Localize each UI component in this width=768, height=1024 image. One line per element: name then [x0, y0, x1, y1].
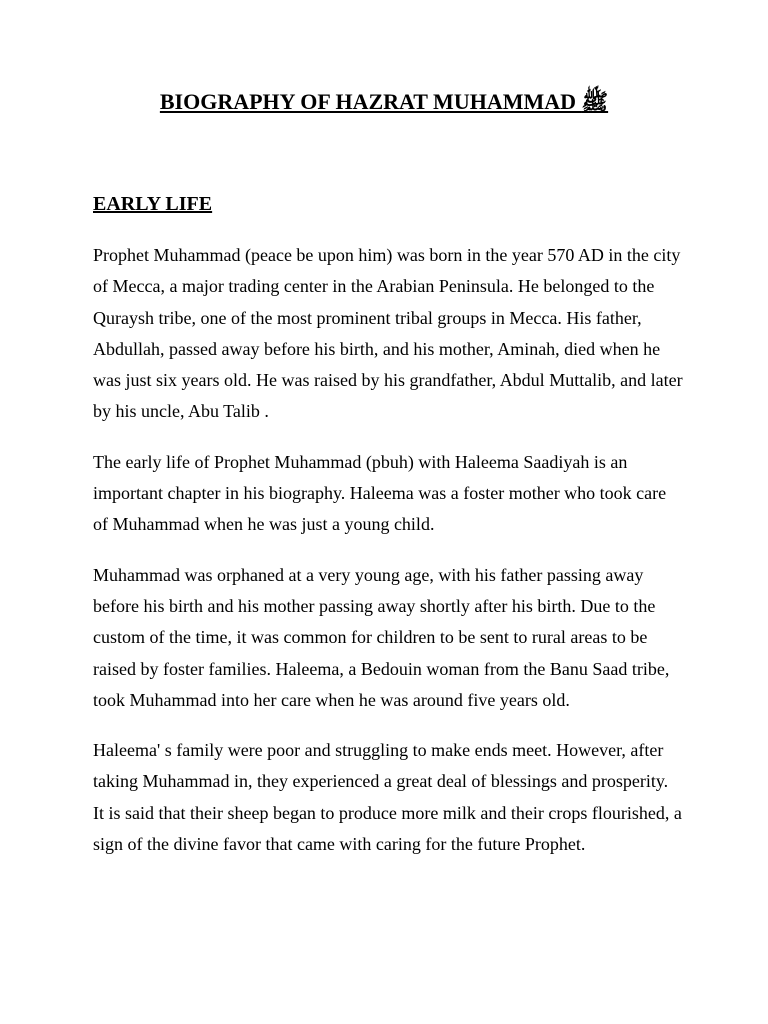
- paragraph-orphaned: Muhammad was orphaned at a very young age, with his father passing away before his birth and his mother passing away shortly after his birth. Due to the custom of the time, it was common for children to be sent to rural areas to be raised by foster families. Haleema, a Bedouin woman from the Banu Saad tribe, took Muhammad into her care when he was around five years old.: [93, 564, 670, 710]
- paragraph-blessings: Haleema' s family were poor and struggling to make ends meet. However, after taking Muhammad in, they experienced a great deal of blessings and prosperity. It is said that their sheep began to produce more milk and their crops flourished, a sign of the divine favor that came with caring for the future Prophet.: [93, 740, 682, 855]
- document-body: [93, 240, 683, 879]
- document-title: BIOGRAPHY OF HAZRAT MUHAMMAD ﷺ: [159, 89, 609, 114]
- paragraph-haleema-intro: The early life of Prophet Muhammad (pbuh) with Haleema Saadiyah is an important chapter in his biography. Haleema was a foster mother who took care of Muhammad when he was just a young child.: [93, 451, 667, 535]
- section-heading-early-life: EARLY LIFE: [93, 193, 213, 215]
- paragraph-birth: Prophet Muhammad (peace be upon him) was born in the year 570 AD in the city of Mecca, a major trading center in the Arabian Peninsula. He belonged to the Quraysh tribe, one of the most prominent tribal groups in Mecca. His father, Abdullah, passed away before his birth, and his mother, Aminah, died when he was just six years old. He was raised by his grandfather, Abdul Muttalib, and later by his uncle, Abu Talib .: [93, 245, 683, 422]
